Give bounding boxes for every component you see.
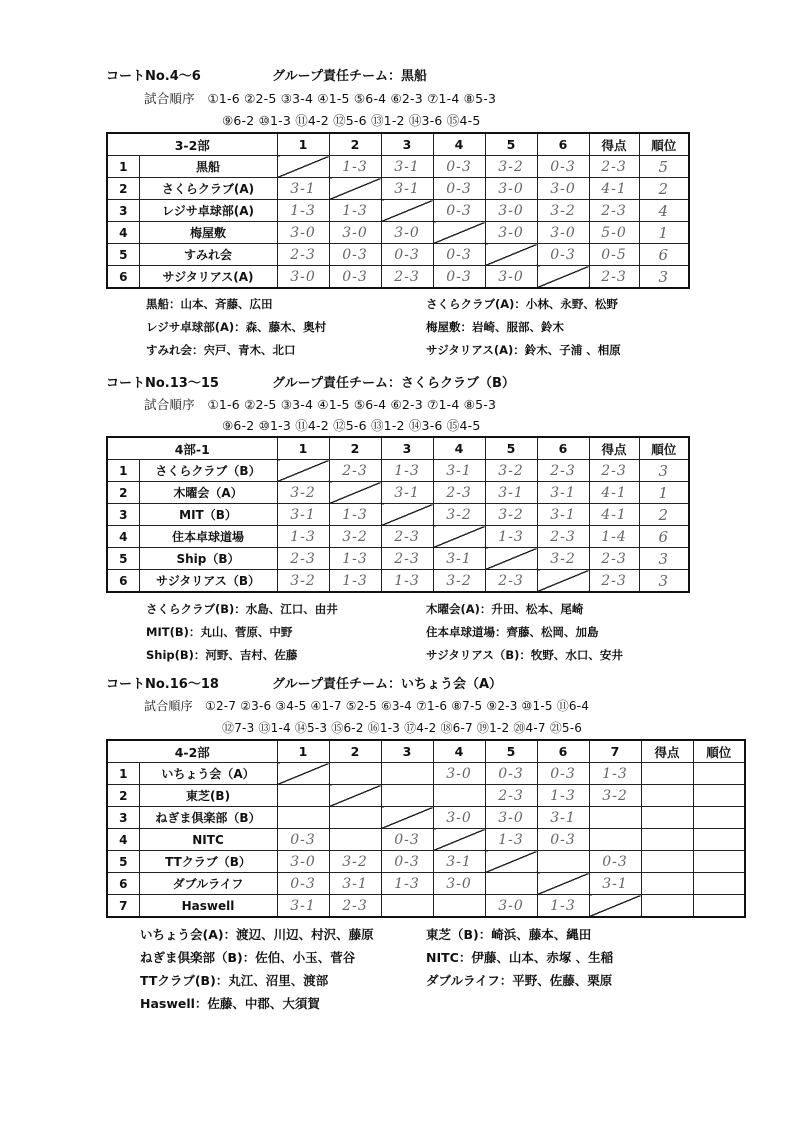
rank-cell [693, 895, 745, 918]
team-name: 住本卓球道場 [139, 526, 277, 548]
self-match-cell [537, 873, 589, 895]
col-header: 1 [277, 437, 329, 460]
score-cell: 0-3 [537, 244, 589, 266]
score-cell [589, 807, 641, 829]
score-cell: 0-3 [433, 244, 485, 266]
points-cell: 0-5 [589, 244, 639, 266]
self-match-cell [485, 851, 537, 873]
rank-cell [693, 851, 745, 873]
table-row [107, 244, 689, 266]
rank-cell: 3 [639, 460, 689, 482]
team-name: 木曜会（A） [139, 482, 277, 504]
score-cell [381, 895, 433, 918]
self-match-cell [329, 178, 381, 200]
rank-cell: 6 [639, 526, 689, 548]
score-cell: 1-3 [329, 504, 381, 526]
member-list: 住本卓球道場：齊藤、松岡、加島 [426, 625, 599, 639]
score-cell: 2-3 [329, 895, 381, 918]
court-label: コートNo.13～15 [106, 376, 219, 391]
score-cell: 0-3 [537, 829, 589, 851]
score-cell: 0-3 [329, 244, 381, 266]
score-cell: 3-1 [537, 504, 589, 526]
court-label: コートNo.16～18 [106, 677, 219, 692]
score-cell: 1-3 [381, 570, 433, 593]
table-row [107, 895, 745, 918]
team-name: NITC [139, 829, 277, 851]
score-cell: 3-1 [381, 156, 433, 178]
points-cell [641, 873, 693, 895]
self-match-cell [381, 807, 433, 829]
member-list: すみれ会：宍戸、青木、北口 [146, 343, 296, 357]
col-header: 6 [537, 437, 589, 460]
member-list: MIT(B)：丸山、菅原、中野 [146, 625, 293, 639]
points-cell [641, 763, 693, 785]
col-header: 1 [277, 133, 329, 156]
rank-header: 順位 [639, 437, 689, 460]
rank-cell: 5 [639, 156, 689, 178]
score-cell: 0-3 [381, 244, 433, 266]
match-order-line: 試合順序 ①2-7 ②3-6 ③4-5 ④1-7 ⑤2-5 ⑥3-4 ⑦1-6 ⑧7-5 ⑨2-3 ⑩1-5 ⑪6-4 [144, 699, 590, 713]
points-cell: 2-3 [589, 266, 639, 289]
points-header: 得点 [589, 133, 639, 156]
col-header: 3 [381, 740, 433, 763]
score-cell: 3-1 [433, 851, 485, 873]
score-cell: 3-0 [485, 266, 537, 289]
rank-cell: 2 [639, 178, 689, 200]
score-cell [329, 829, 381, 851]
score-cell: 1-3 [277, 526, 329, 548]
score-cell [433, 895, 485, 918]
row-number: 2 [107, 178, 139, 200]
score-cell: 1-3 [381, 460, 433, 482]
col-header: 5 [485, 437, 537, 460]
score-cell [381, 785, 433, 807]
score-cell: 2-3 [485, 785, 537, 807]
table-row [107, 548, 689, 570]
score-cell: 2-3 [381, 526, 433, 548]
self-match-cell [277, 460, 329, 482]
score-cell [433, 785, 485, 807]
row-number: 6 [107, 873, 139, 895]
score-cell: 0-3 [277, 873, 329, 895]
result-table [106, 436, 690, 593]
result-table [106, 739, 746, 918]
result-table [106, 132, 690, 289]
row-number: 3 [107, 807, 139, 829]
table-row [107, 763, 745, 785]
rank-cell: 1 [639, 222, 689, 244]
member-list: 木曜会(A)：升田、松本、尾崎 [426, 602, 584, 616]
score-cell [329, 763, 381, 785]
score-cell [329, 807, 381, 829]
score-cell: 1-3 [537, 895, 589, 918]
score-cell: 0-3 [537, 763, 589, 785]
score-cell: 3-1 [381, 178, 433, 200]
row-number: 4 [107, 222, 139, 244]
court-label: コートNo.4～6 [106, 69, 201, 84]
col-header: 7 [589, 740, 641, 763]
self-match-cell [537, 570, 589, 593]
col-header: 2 [329, 437, 381, 460]
score-cell: 1-3 [329, 156, 381, 178]
points-cell: 1-4 [589, 526, 639, 548]
member-list: さくらクラブ(B)：水島、江口、由井 [146, 602, 338, 616]
self-match-cell [485, 548, 537, 570]
score-cell: 3-2 [485, 156, 537, 178]
score-cell: 3-0 [485, 895, 537, 918]
score-cell: 3-2 [485, 504, 537, 526]
member-list: Haswell：佐藤、中郡、大須賀 [140, 996, 320, 1011]
score-cell: 3-2 [433, 504, 485, 526]
col-header: 5 [485, 133, 537, 156]
row-number: 3 [107, 504, 139, 526]
points-cell: 2-3 [589, 460, 639, 482]
member-list: レジサ卓球部(A)：森、藤木、奥村 [146, 320, 327, 334]
rank-cell: 2 [639, 504, 689, 526]
team-name: TTクラブ（B） [139, 851, 277, 873]
score-cell: 0-3 [381, 851, 433, 873]
team-name: さくらクラブ（B） [139, 460, 277, 482]
points-cell: 4-1 [589, 178, 639, 200]
rank-cell [693, 763, 745, 785]
row-number: 1 [107, 460, 139, 482]
score-cell: 2-3 [381, 266, 433, 289]
rank-cell: 3 [639, 266, 689, 289]
member-list: NITC：伊藤、山本、赤塚 、生稲 [426, 950, 614, 965]
score-cell: 3-0 [537, 222, 589, 244]
points-cell [641, 895, 693, 918]
match-order-line: 試合順序 ①1-6 ②2-5 ③3-4 ④1-5 ⑤6-4 ⑥2-3 ⑦1-4 ⑧5-3 [144, 397, 497, 412]
points-cell [641, 851, 693, 873]
score-cell: 3-0 [433, 807, 485, 829]
rank-cell: 3 [639, 570, 689, 593]
self-match-cell [277, 763, 329, 785]
team-name: Ship（B） [139, 548, 277, 570]
table-row [107, 807, 745, 829]
table-row [107, 156, 689, 178]
team-name: 梅屋敷 [139, 222, 277, 244]
score-cell: 3-0 [485, 178, 537, 200]
member-list: サジタリアス(A)：鈴木、子浦 、相原 [426, 343, 621, 357]
responsible-team: グループ責任チーム：黒船 [272, 69, 427, 84]
team-name: ねぎま倶楽部（B） [139, 807, 277, 829]
points-header: 得点 [641, 740, 693, 763]
table-row [107, 200, 689, 222]
member-list: サジタリアス（B)：牧野、水口、安井 [426, 648, 623, 662]
row-number: 6 [107, 570, 139, 593]
score-cell: 2-3 [433, 482, 485, 504]
table-row [107, 504, 689, 526]
score-cell: 3-0 [381, 222, 433, 244]
score-cell: 3-1 [537, 807, 589, 829]
score-cell: 2-3 [277, 548, 329, 570]
score-cell [381, 763, 433, 785]
self-match-cell [381, 200, 433, 222]
score-cell: 1-3 [381, 873, 433, 895]
rank-cell [693, 807, 745, 829]
score-cell: 3-0 [277, 851, 329, 873]
score-cell: 3-2 [433, 570, 485, 593]
col-header: 6 [537, 133, 589, 156]
score-cell: 3-2 [329, 851, 381, 873]
team-name: すみれ会 [139, 244, 277, 266]
score-cell: 1-3 [485, 526, 537, 548]
self-match-cell [329, 482, 381, 504]
score-cell: 3-2 [277, 482, 329, 504]
score-cell: 3-1 [381, 482, 433, 504]
score-cell: 1-3 [537, 785, 589, 807]
score-cell: 1-3 [485, 829, 537, 851]
col-header: 4 [433, 437, 485, 460]
score-cell: 3-0 [433, 763, 485, 785]
table-row [107, 829, 745, 851]
score-cell [277, 807, 329, 829]
score-cell: 3-0 [329, 222, 381, 244]
rank-cell [693, 785, 745, 807]
score-cell: 3-2 [537, 548, 589, 570]
points-cell: 5-0 [589, 222, 639, 244]
row-number: 5 [107, 548, 139, 570]
rank-header: 順位 [639, 133, 689, 156]
member-list: ダブルライフ：平野、佐藤、栗原 [426, 973, 613, 988]
score-cell: 3-2 [329, 526, 381, 548]
col-header: 4 [433, 740, 485, 763]
score-cell: 3-1 [589, 873, 641, 895]
team-name: サジタリアス(A) [139, 266, 277, 289]
row-number: 6 [107, 266, 139, 289]
score-cell: 3-1 [537, 482, 589, 504]
score-cell: 0-3 [433, 266, 485, 289]
division-label: 3-2部 [107, 133, 277, 156]
rank-cell: 1 [639, 482, 689, 504]
member-list: さくらクラブ(A)：小林、永野、松野 [426, 297, 618, 311]
col-header: 2 [329, 740, 381, 763]
score-cell: 3-2 [589, 785, 641, 807]
score-cell: 3-1 [433, 548, 485, 570]
row-number: 3 [107, 200, 139, 222]
rank-cell [693, 873, 745, 895]
match-order-line: ⑨6-2 ⑩1-3 ⑪4-2 ⑫5-6 ⑬1-2 ⑭3-6 ⑮4-5 [222, 418, 481, 433]
member-list: ねぎま倶楽部（B)：佐伯、小玉、菅谷 [140, 950, 356, 965]
col-header: 4 [433, 133, 485, 156]
match-order-line: ⑫7-3 ⑬1-4 ⑭5-3 ⑮6-2 ⑯1-3 ⑰4-2 ⑱6-7 ⑲1-2 ⑳4-7 ㉑5-6 [222, 721, 583, 735]
score-cell: 0-3 [589, 851, 641, 873]
table-row [107, 570, 689, 593]
table-row [107, 526, 689, 548]
self-match-cell [433, 222, 485, 244]
score-cell: 3-0 [277, 266, 329, 289]
score-cell: 0-3 [433, 200, 485, 222]
points-cell [641, 829, 693, 851]
score-cell: 3-1 [329, 873, 381, 895]
rank-cell: 6 [639, 244, 689, 266]
score-cell: 3-2 [485, 460, 537, 482]
row-number: 1 [107, 763, 139, 785]
points-cell: 4-1 [589, 504, 639, 526]
team-name: MIT（B） [139, 504, 277, 526]
table-row [107, 460, 689, 482]
score-cell: 3-0 [537, 178, 589, 200]
team-name: レジサ卓球部(A) [139, 200, 277, 222]
col-header: 2 [329, 133, 381, 156]
team-name: サジタリアス（B） [139, 570, 277, 593]
row-number: 5 [107, 244, 139, 266]
member-list: Ship(B)：河野、吉村、佐藤 [146, 648, 298, 662]
score-cell: 2-3 [381, 548, 433, 570]
member-list: TTクラブ(B)：丸江、沼里、渡部 [140, 973, 329, 988]
self-match-cell [537, 266, 589, 289]
rank-header: 順位 [693, 740, 745, 763]
member-list: 梅屋敷：岩崎、服部、鈴木 [426, 320, 564, 334]
score-cell: 0-3 [329, 266, 381, 289]
team-name: ダブルライフ [139, 873, 277, 895]
rank-cell: 3 [639, 548, 689, 570]
score-cell: 0-3 [485, 763, 537, 785]
table-row [107, 785, 745, 807]
row-number: 4 [107, 829, 139, 851]
table-row [107, 873, 745, 895]
member-list: いちょう会(A)：渡辺、川辺、村沢、藤原 [140, 927, 374, 942]
points-cell: 4-1 [589, 482, 639, 504]
row-number: 2 [107, 482, 139, 504]
col-header: 1 [277, 740, 329, 763]
points-cell [641, 807, 693, 829]
score-cell: 3-2 [537, 200, 589, 222]
score-cell: 0-3 [537, 156, 589, 178]
score-cell: 2-3 [537, 460, 589, 482]
match-order-line: 試合順序 ①1-6 ②2-5 ③3-4 ④1-5 ⑤6-4 ⑥2-3 ⑦1-4 ⑧5-3 [144, 91, 497, 106]
points-cell: 2-3 [589, 156, 639, 178]
self-match-cell [329, 785, 381, 807]
score-cell: 3-0 [433, 873, 485, 895]
score-cell: 1-3 [589, 763, 641, 785]
score-cell: 0-3 [277, 829, 329, 851]
rank-cell [693, 829, 745, 851]
score-cell: 2-3 [277, 244, 329, 266]
responsible-team: グループ責任チーム：さくらクラブ（B） [272, 376, 515, 391]
score-cell: 3-1 [433, 460, 485, 482]
rank-cell: 4 [639, 200, 689, 222]
col-header: 5 [485, 740, 537, 763]
score-cell [537, 851, 589, 873]
self-match-cell [277, 156, 329, 178]
score-cell [589, 829, 641, 851]
points-cell: 2-3 [589, 570, 639, 593]
score-cell [485, 873, 537, 895]
team-name: Haswell [139, 895, 277, 918]
score-cell: 3-0 [485, 200, 537, 222]
col-header: 6 [537, 740, 589, 763]
responsible-team: グループ責任チーム：いちょう会（A） [272, 677, 503, 692]
score-cell: 3-0 [485, 222, 537, 244]
division-label: 4-2部 [107, 740, 277, 763]
self-match-cell [381, 504, 433, 526]
score-cell: 2-3 [329, 460, 381, 482]
points-cell: 2-3 [589, 548, 639, 570]
points-cell: 2-3 [589, 200, 639, 222]
score-cell: 3-0 [277, 222, 329, 244]
score-cell: 2-3 [537, 526, 589, 548]
member-list: 東芝（B)：崎浜、藤本、縄田 [426, 927, 592, 942]
row-number: 2 [107, 785, 139, 807]
row-number: 5 [107, 851, 139, 873]
table-row [107, 851, 745, 873]
team-name: いちょう会（A） [139, 763, 277, 785]
score-cell: 1-3 [329, 570, 381, 593]
member-list: 黒船：山本、斉藤、広田 [146, 297, 273, 311]
score-cell: 0-3 [433, 156, 485, 178]
team-name: 黒船 [139, 156, 277, 178]
score-cell: 2-3 [485, 570, 537, 593]
table-row [107, 482, 689, 504]
row-number: 4 [107, 526, 139, 548]
score-cell: 3-0 [485, 807, 537, 829]
self-match-cell [433, 526, 485, 548]
score-cell: 0-3 [381, 829, 433, 851]
points-header: 得点 [589, 437, 639, 460]
self-match-cell [433, 829, 485, 851]
score-cell: 3-1 [277, 178, 329, 200]
table-row [107, 222, 689, 244]
col-header: 3 [381, 437, 433, 460]
score-cell: 1-3 [277, 200, 329, 222]
score-cell: 0-3 [433, 178, 485, 200]
match-order-line: ⑨6-2 ⑩1-3 ⑪4-2 ⑫5-6 ⑬1-2 ⑭3-6 ⑮4-5 [222, 113, 481, 128]
table-row [107, 266, 689, 289]
score-cell: 3-1 [277, 504, 329, 526]
row-number: 7 [107, 895, 139, 918]
self-match-cell [589, 895, 641, 918]
team-name: 東芝(B) [139, 785, 277, 807]
team-name: さくらクラブ(A) [139, 178, 277, 200]
row-number: 1 [107, 156, 139, 178]
col-header: 3 [381, 133, 433, 156]
score-cell [277, 785, 329, 807]
table-row [107, 178, 689, 200]
score-cell: 3-1 [277, 895, 329, 918]
score-cell: 1-3 [329, 548, 381, 570]
score-cell: 1-3 [329, 200, 381, 222]
points-cell [641, 785, 693, 807]
score-cell: 3-2 [277, 570, 329, 593]
self-match-cell [485, 244, 537, 266]
score-cell: 3-1 [485, 482, 537, 504]
division-label: 4部-1 [107, 437, 277, 460]
